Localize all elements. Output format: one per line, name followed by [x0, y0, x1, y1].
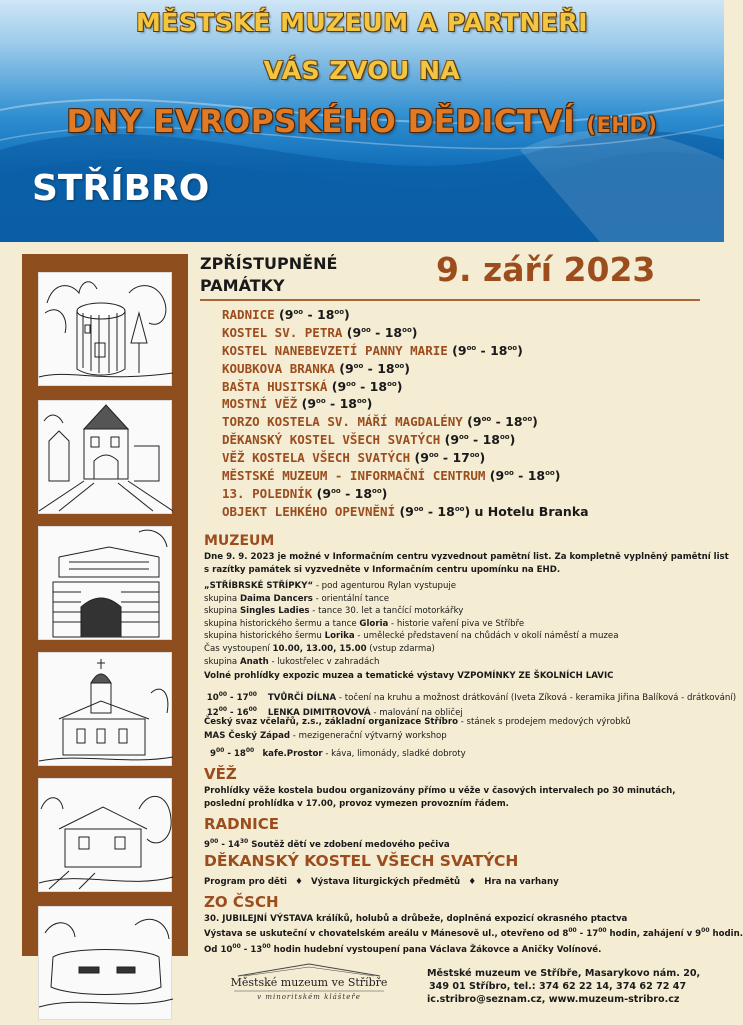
monument-name: RADNICE [222, 307, 275, 323]
monument-item: DĚKANSKÝ KOSTEL VŠECH SVATÝCH $(9^{oo} - 18^{oo})$ [222, 432, 516, 448]
monument-name: MOSTNÍ VĚŽ [222, 396, 298, 412]
program-line: Čas vystoupení 10.00, 13.00, 15.00 (vstup zdarma) [204, 643, 435, 654]
contact-web[interactable]: ic.stribro@seznam.cz, www.muzeum-stribro.cz [427, 994, 680, 1005]
mas-rest: - mezigenerační výtvarný workshop [290, 731, 447, 741]
event-title [0, 104, 724, 140]
drawing-house-trees [38, 778, 172, 892]
drawing-bunker [38, 906, 172, 1020]
monument-item: MOSTNÍ VĚŽ $(9^{oo} - 18^{oo})$ [222, 396, 373, 412]
title-line-2: PAMÁTKY [200, 276, 285, 295]
monument-name: KOUBKOVA BRANKA [222, 360, 335, 376]
monument-name: BAŠTA HUSITSKÁ [222, 378, 328, 394]
museum-logo [224, 962, 394, 1014]
workshop-line: $10^{00} - 17^{00}$ TVŮRČÍ DÍLNA - točení na kruhu a možnost drátkování (Iveta Zíková - keramika Jiřina Balíková - drátkování) [206, 691, 737, 703]
city-name: STŘÍBRO [32, 168, 210, 209]
monument-list [222, 304, 589, 519]
program-line: skupina Daima Dancers - orientální tance [204, 593, 390, 604]
workshop-line: $12^{00} - 16^{00}$ LENKA DIMITROVOVÁ - malování na obličej [206, 706, 463, 719]
townhall-text: $9^{00} - 14^{30}$ Soutěž dětí ve zdobení medového pečiva [204, 838, 450, 850]
program-rest: - pod agenturou Rylan vystupuje [313, 581, 457, 591]
monument-name: VĚŽ KOSTELA VŠECH SVATÝCH [222, 450, 411, 466]
program-line: skupina historického šermu a tance Gloria - historie vaření piva ve Stříbře [204, 618, 525, 629]
mas-line [204, 730, 447, 743]
bees-bold: Český svaz včelařů, z.s., základní organizace Stříbro [204, 717, 458, 727]
monument-item: VĚŽ KOSTELA VŠECH SVATÝCH $(9^{oo} - 17^{oo})$ [222, 450, 486, 466]
csch-line-3: Od $10^{00} - 13^{00}$ hodin hudební vystoupení pana Václava Žákovce a Aničky Volínové. [204, 943, 602, 955]
museum-intro-1: Dne 9. 9. 2023 je možné v Informačním centru vyzvednout pamětní list. Za kompletně vyplněný pamětní list [204, 552, 729, 562]
drawing-gateway-wall [38, 526, 172, 640]
csch-line-2: Výstava se uskuteční v chovatelském areálu v Mánesově ul., otevřeno od $8^{00} - 17^{00}$ hodin, zahájení v $9^{00}$ hodin. [204, 927, 743, 940]
church-heading: DĚKANSKÝ KOSTEL VŠECH SVATÝCH [204, 852, 519, 870]
monument-item: KOSTEL NANEBEVZETÍ PANNY MARIE $(9^{oo} - 18^{oo})$ [222, 342, 523, 358]
header-banner [0, 0, 724, 242]
monument-name: MĚSTSKÉ MUZEUM - INFORMAČNÍ CENTRUM [222, 468, 486, 484]
monument-name: OBJEKT LEHKÉHO OPEVNĚNÍ [222, 503, 396, 519]
monument-item: TORZO KOSTELA SV. MÁŘÍ MAGDALÉNY $(9^{oo} - 18^{oo})$ [222, 414, 538, 430]
divider [200, 299, 700, 301]
csch-text [204, 913, 743, 957]
monument-item: KOSTEL SV. PETRA $(9^{oo} - 18^{oo})$ [222, 325, 418, 341]
csch-heading: ZO ČSCH [204, 893, 279, 911]
cafe-rest: - káva, limonády, sladké dobroty [322, 748, 466, 759]
exhibit-line [204, 670, 613, 683]
monument-note: u Hotelu Branka [474, 503, 589, 519]
logo-subtitle: v minoritském klášteře [257, 993, 361, 1001]
program-line: skupina Anath - lukostřelec v zahradách [204, 656, 380, 667]
museum-program [204, 580, 618, 668]
church-item-3: Hra na varhany [484, 877, 559, 887]
logo-name: Městské muzeum ve Stříbře [230, 976, 388, 989]
tower-heading: VĚŽ [204, 765, 237, 783]
program-title: „STŘÍBRSKÉ STŘÍPKY“ [204, 581, 314, 591]
event-date: 9. září 2023 [436, 250, 656, 289]
monument-item: BAŠTA HUSITSKÁ $(9^{oo} - 18^{oo})$ [222, 378, 403, 394]
monument-name: 13. POLEDNÍK [222, 486, 313, 502]
drawing-gate-tower [38, 400, 172, 514]
title-line-1: ZPŘÍSTUPNĚNÉ [200, 254, 338, 273]
church-program [204, 876, 559, 889]
csch-line-1: 30. JUBILEJNÍ VÝSTAVA králíků, holubů a drůbeže, doplněná expozicí okrasného ptactva [204, 914, 628, 924]
illustration-column [22, 254, 188, 956]
monument-name: TORZO KOSTELA SV. MÁŘÍ MAGDALÉNY [222, 414, 463, 430]
bullet-icon: ♦ [468, 877, 477, 887]
museum-intro-2: s razítky památek si vyzvedněte v Informačním centru upomínku na EHD. [204, 564, 561, 575]
header-line-2: VÁS ZVOU NA [263, 56, 461, 85]
cafe-bold: kafe.Prostor [262, 748, 323, 759]
tower-line-2: poslední prohlídka v 17.00, provoz vymezen provozním řádem. [204, 798, 509, 809]
townhall-heading: RADNICE [204, 815, 279, 833]
cafe-line: $9^{00} - 18^{00}$ kafe.Prostor - káva, limonády, sladké dobroty [210, 747, 466, 759]
church-item-1: Program pro děti [204, 877, 287, 887]
monument-item: KOUBKOVA BRANKA $(9^{oo} - 18^{oo})$ [222, 360, 410, 376]
museum-heading: MUZEUM [204, 533, 275, 549]
exhibit-text: Volné prohlídky expozic muzea a tematické výstavy VZPOMÍNKY ZE ŠKOLNÍCH LAVIC [204, 671, 614, 681]
monument-name: KOSTEL NANEBEVZETÍ PANNY MARIE [222, 342, 448, 358]
bullet-icon: ♦ [295, 877, 303, 887]
contact-phone: 349 01 Stříbro, tel.: 374 62 22 14, 374 62 72 47 [429, 981, 687, 992]
event-title-text: DNY EVROPSKÉHO DĚDICTVÍ [66, 104, 576, 140]
monument-name: KOSTEL SV. PETRA [222, 325, 343, 341]
bees-rest: - stánek s prodejem medových výrobků [457, 717, 631, 727]
drawing-round-bastion [38, 272, 172, 386]
monument-item: MĚSTSKÉ MUZEUM - INFORMAČNÍ CENTRUM $(9^{oo} - 18^{oo})$ [222, 468, 561, 484]
program-line: skupina historického šermu Lorika - umělecké představení na chůdách v okolí náměstí a muzea [204, 631, 619, 642]
tower-line-1: Prohlídky věže kostela budou organizovány přímo u věže v časových intervalech po 30 minutách, [204, 786, 676, 796]
museum-intro [204, 551, 729, 576]
header-line-1: MĚSTSKÉ MUZEUM A PARTNEŘI [135, 8, 589, 37]
tower-text [204, 785, 676, 810]
monument-item: OBJEKT LEHKÉHO OPEVNĚNÍ $(9^{oo} - 18^{oo})$ u Hotelu Branka [222, 503, 589, 519]
mas-bold: MAS Český Západ [204, 731, 291, 741]
bees-line [204, 716, 631, 729]
monument-name: DĚKANSKÝ KOSTEL VŠECH SVATÝCH [222, 432, 441, 448]
program-line: skupina Singles Ladies - tance 30. let a tančící motorkářky [204, 606, 464, 617]
church-item-2: Výstava liturgických předmětů [311, 877, 461, 887]
contact-address: Městské muzeum ve Stříbře, Masarykovo nám. 20, [427, 968, 701, 979]
contact-info [427, 967, 700, 1006]
accessible-monuments-title [200, 253, 337, 297]
drawing-church [38, 652, 172, 766]
monument-item: RADNICE $(9^{oo} - 18^{oo})$ [222, 307, 350, 323]
event-title-abbr: (EHD) [586, 113, 658, 137]
monument-item: 13. POLEDNÍK $(9^{oo} - 18^{oo})$ [222, 486, 388, 502]
